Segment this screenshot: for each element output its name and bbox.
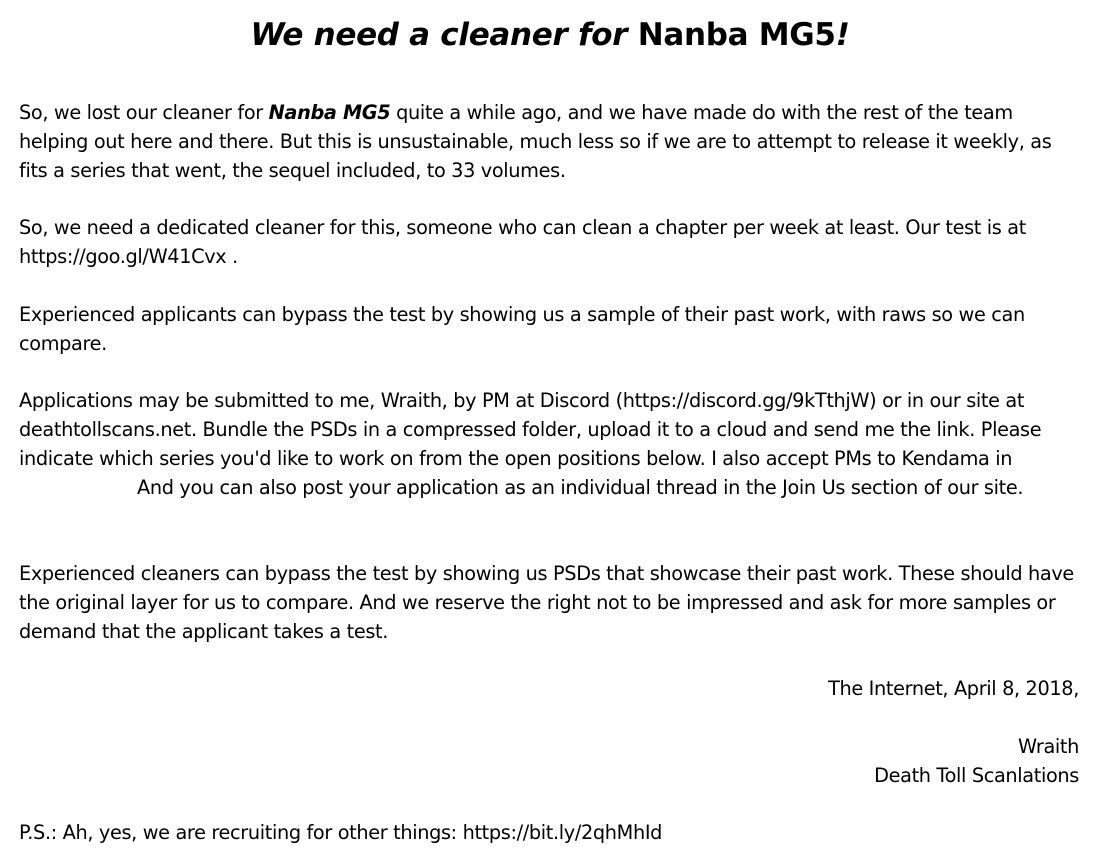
document-title xyxy=(19,17,1081,53)
paragraph-test-link: So, we need a dedicated cleaner for this, someone who can clean a chapter per week at least. Our test is at https://goo.gl/W41Cvx . xyxy=(19,216,1026,268)
paragraph-intro xyxy=(19,98,1081,185)
redacted-region xyxy=(19,477,137,497)
title-exclamation: ! xyxy=(835,17,850,53)
closing-date: The Internet, April 8, 2018, xyxy=(828,677,1079,700)
paragraph-applications-text: Applications may be submitted to me, Wraith, by PM at Discord (https://discord.gg/9kTthjW) or in our site at deathtollscans.net. Bundle the PSDs in a compressed folder, upload it to a cloud and send me the link. Please indicate which series you'd like to work on from the open positions below. I also accept PMs to Kendama in xyxy=(19,389,1042,470)
paragraph-experienced-applicants: Experienced applicants can bypass the test by showing us a sample of their past work, with raws so we can compare. xyxy=(19,303,1025,355)
signature-name: Wraith xyxy=(1018,735,1079,758)
paragraph-intro-lead: So, we lost our cleaner for xyxy=(19,101,269,124)
paragraph-experienced-cleaners: Experienced cleaners can bypass the test by showing us PSDs that showcase their past work. These should have the original layer for us to compare. And we reserve the right not to be impressed and ask for more samples or demand that the applicant takes a test. xyxy=(19,562,1074,643)
paragraph-applications xyxy=(19,386,1081,502)
signature-group: Death Toll Scanlations xyxy=(874,764,1079,787)
postscript: P.S.: Ah, yes, we are recruiting for other things: https://bit.ly/2qhMhId xyxy=(19,821,663,844)
paragraph-intro-rest: quite a while ago, and we have made do with the rest of the team helping out here and there. But this is unsustainable, much less so if we are to attempt to release it weekly, as fits a series that went, the sequel included, to 33 volumes. xyxy=(19,101,1052,182)
title-italic-text: We need a cleaner for xyxy=(250,17,628,53)
paragraph-intro-series-name: Nanba MG5 xyxy=(268,101,391,124)
recruitment-document xyxy=(19,0,1081,844)
title-series-name: Nanba MG5 xyxy=(637,17,836,53)
paragraph-applications-continued: And you can also post your application as an individual thread in the Join Us section of our site. xyxy=(137,476,1024,499)
